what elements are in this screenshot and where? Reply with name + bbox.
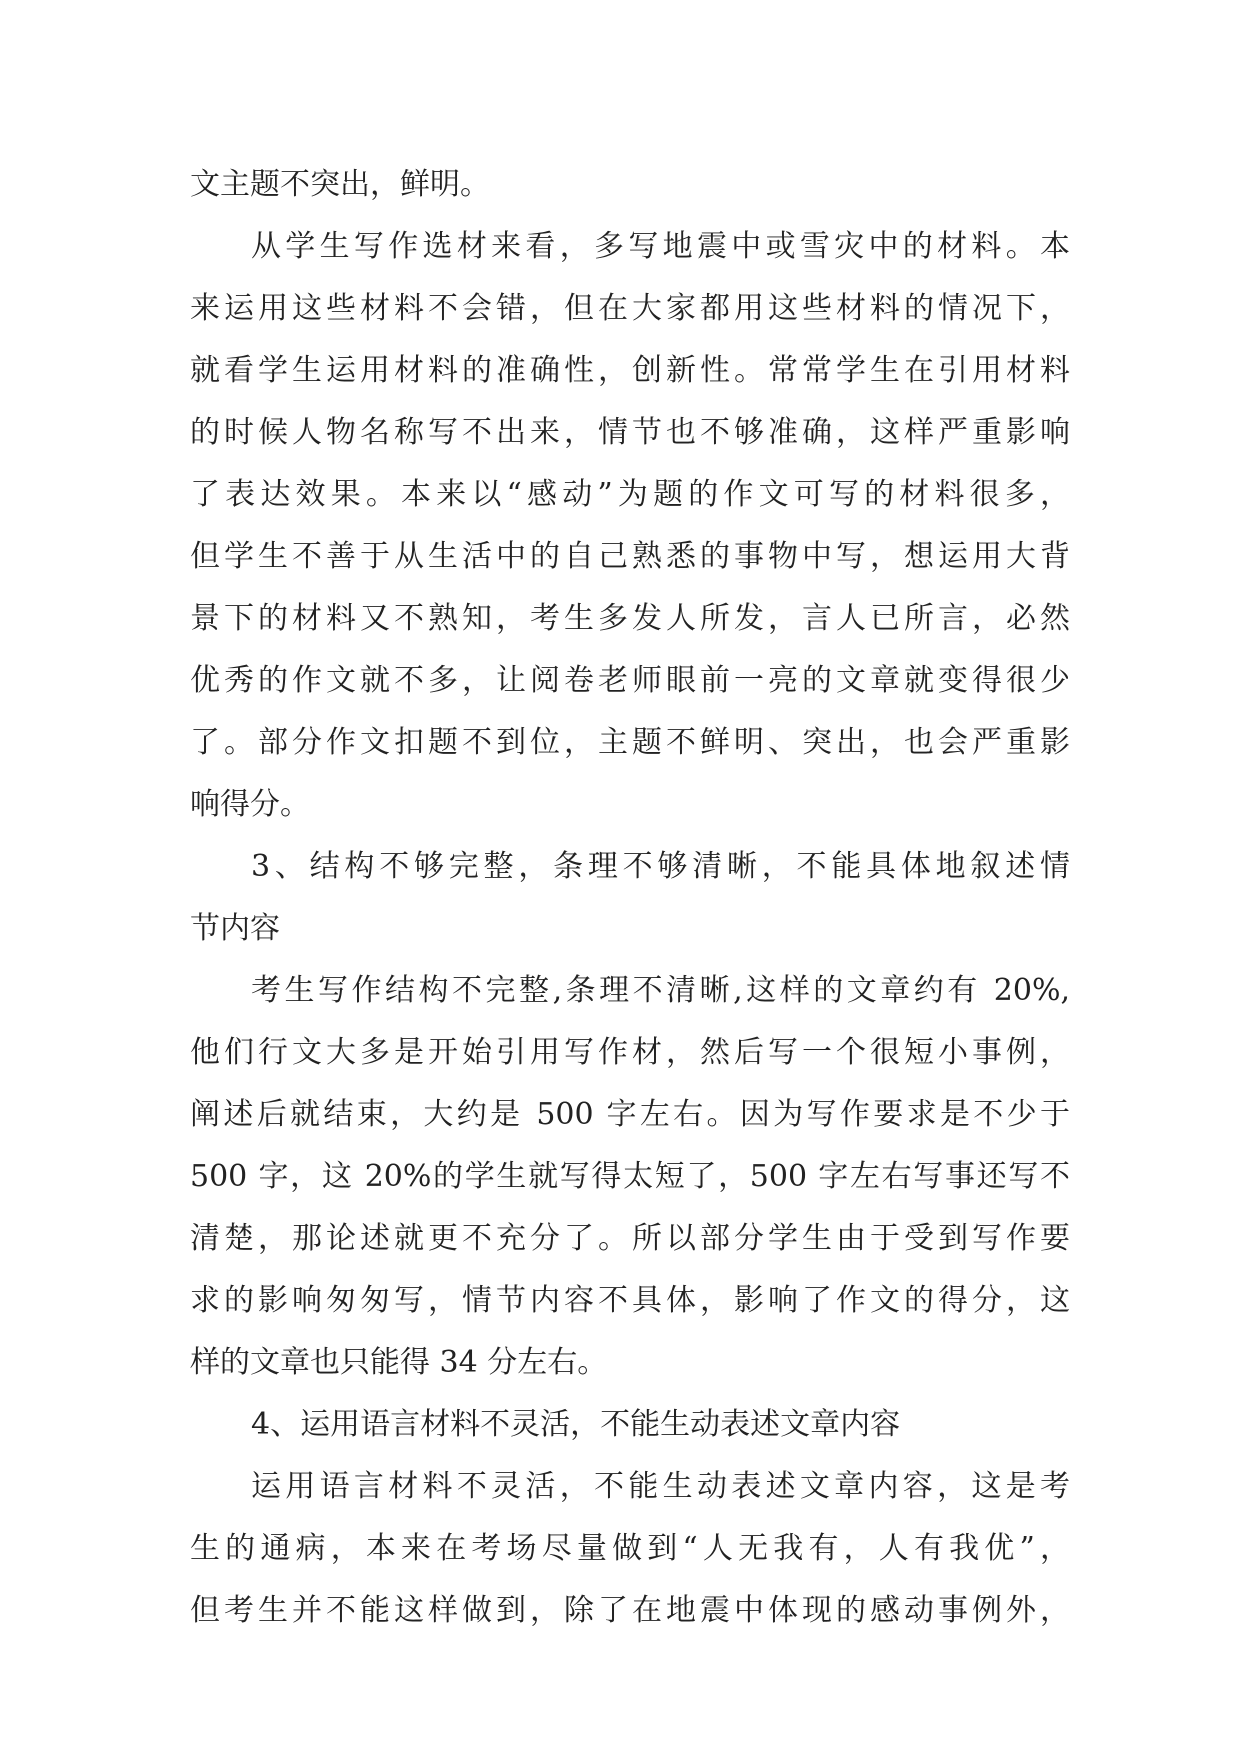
text-line: 了。部分作文扣题不到位，主题不鲜明、突出，也会严重影 xyxy=(190,725,1070,760)
text-line: 就看学生运用材料的准确性，创新性。常常学生在引用材料 xyxy=(190,353,1070,388)
text-line: 但考生并不能这样做到，除了在地震中体现的感动事例外， xyxy=(190,1593,1070,1628)
section-heading: 节内容 xyxy=(190,911,280,946)
section-heading: 4、运用语言材料不灵活，不能生动表述文章内容 xyxy=(251,1407,901,1442)
text-line: 但学生不善于从生活中的自己熟悉的事物中写，想运用大背 xyxy=(190,539,1070,574)
text-line: 运用语言材料不灵活，不能生动表述文章内容，这是考 xyxy=(251,1469,1070,1504)
text-line: 景下的材料又不熟知，考生多发人所发，言人已所言，必然 xyxy=(190,601,1070,636)
text-line: 的时候人物名称写不出来，情节也不够准确，这样严重影响 xyxy=(190,415,1070,450)
text-line: 响得分。 xyxy=(190,787,310,822)
text-line: 求的影响匆匆写，情节内容不具体，影响了作文的得分，这 xyxy=(190,1283,1070,1318)
text-line: 500 字，这 20%的学生就写得太短了，500 字左右写事还写不 xyxy=(190,1159,1070,1194)
text-line: 优秀的作文就不多，让阅卷老师眼前一亮的文章就变得很少 xyxy=(190,663,1070,698)
text-line: 清楚，那论述就更不充分了。所以部分学生由于受到写作要 xyxy=(190,1221,1070,1256)
text-line: 文主题不突出，鲜明。 xyxy=(190,167,490,202)
text-line: 考生写作结构不完整,条理不清晰,这样的文章约有 20%, xyxy=(251,973,1070,1008)
text-line: 从学生写作选材来看，多写地震中或雪灾中的材料。本 xyxy=(251,229,1070,264)
section-heading: 3、结构不够完整，条理不够清晰，不能具体地叙述情 xyxy=(251,849,1070,884)
text-line: 他们行文大多是开始引用写作材，然后写一个很短小事例， xyxy=(190,1035,1070,1070)
text-line: 了表达效果。本来以“感动”为题的作文可写的材料很多， xyxy=(190,477,1070,512)
text-line: 生的通病，本来在考场尽量做到“人无我有，人有我优”， xyxy=(190,1531,1070,1566)
text-line: 样的文章也只能得 34 分左右。 xyxy=(190,1345,608,1380)
text-line: 阐述后就结束，大约是 500 字左右。因为写作要求是不少于 xyxy=(190,1097,1070,1132)
text-line: 来运用这些材料不会错，但在大家都用这些材料的情况下， xyxy=(190,291,1070,326)
